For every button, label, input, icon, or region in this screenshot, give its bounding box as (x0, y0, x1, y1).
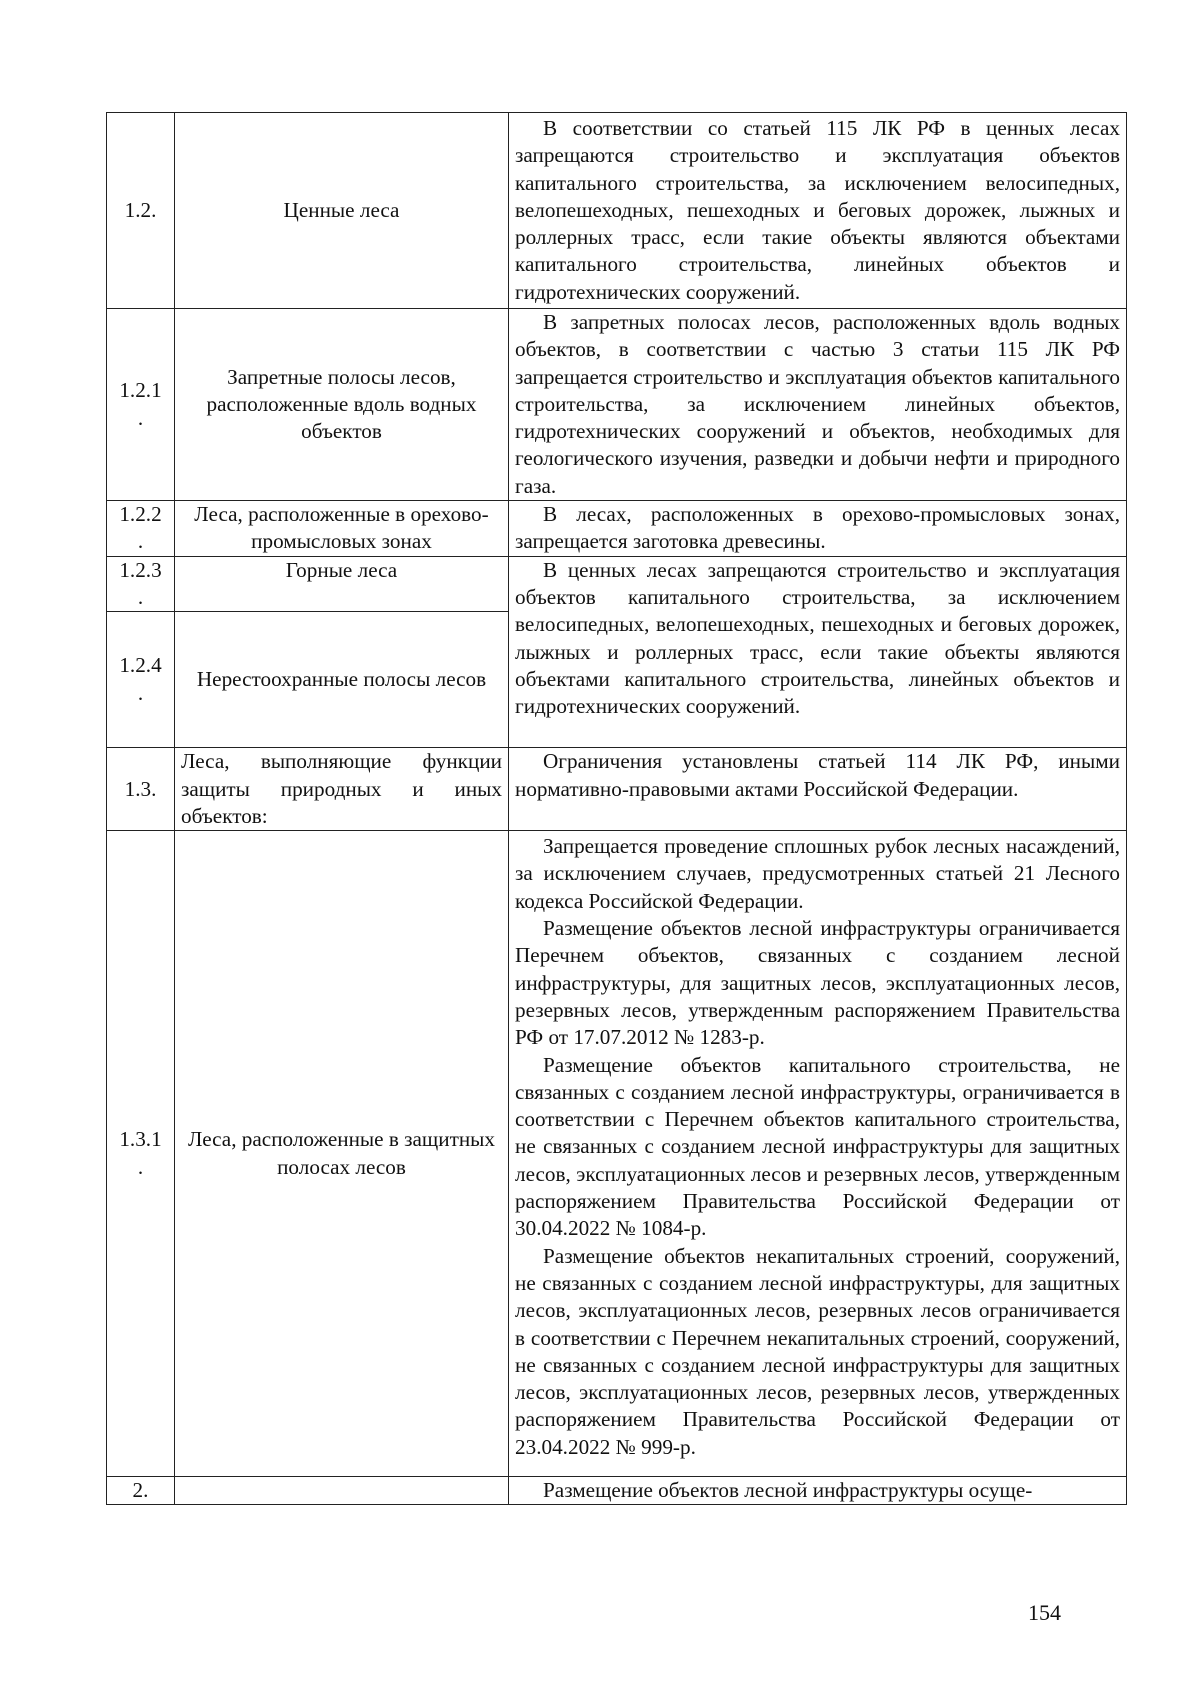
table-row (107, 113, 1127, 309)
row-number: 1.3. (107, 748, 175, 831)
table-row (107, 1477, 1127, 1505)
forest-category: Леса, расположенные в защитных полосах лесов (175, 831, 509, 1477)
restriction-text: Запрещается проведение сплошных рубок лесных насаждений, за исключением случаев, предусмотренных статьей 21 Лесного кодекса Российской Федерации. Размещение объектов лесной инфраструктуры ограничивается Перечнем объектов, связанных с созданием лесной инфраструктуры, для защитных лесов, эксплуатационных лесов, резервных лесов, утвержденным распоряжением Правительства РФ от 17.07.2012 № 1283-р. Размещение объектов капитального строительства, не связанных с созданием лесной инфраструктуры, ограничивается в соответствии с Перечнем объектов капитального строительства, не связанных с созданием лесной инфраструктуры для защитных лесов, эксплуатационных лесов и резервных лесов, утвержденным распоряжением Правительства Российской Федерации от 30.04.2022 № 1084-р. Размещение объектов некапитальных строений, сооружений, не связанных с созданием лесной инфраструктуры, для защитных лесов, эксплуатационных лесов, резервных лесов ограничивается в соответствии с Перечнем некапитальных строений, сооружений, не связанных с созданием лесной инфраструктуры для защитных лесов, эксплуатационных лесов, резервных лесов, утвержденных распоряжением Правительства Российской Федерации от 23.04.2022 № 999-р. (509, 831, 1127, 1477)
table-row (107, 556, 1127, 612)
forest-category: Нерестоохранные полосы лесов (175, 612, 509, 748)
row-number: 1.2.1 . (107, 309, 175, 501)
row-number: 1.3.1 . (107, 831, 175, 1477)
row-number: 1.2.2 . (107, 501, 175, 557)
restriction-text: В ценных лесах запрещаются строительство и эксплуатация объектов капитального строительства, за исключением велосипедных, велопешеходных, пешеходных и беговых дорожек, лыжных и роллерных трасс, если такие объекты являются объектами капитального строительства, линейных объектов и гидротехнических сооружений. (509, 556, 1127, 748)
forest-category: Леса, расположенные в орехово-промысловых зонах (175, 501, 509, 557)
forest-category: Запретные полосы лесов, расположенные вдоль водных объектов (175, 309, 509, 501)
row-number: 1.2. (107, 113, 175, 309)
forest-category: Леса, выполняющие функции защиты природных и иных объектов: (175, 748, 509, 831)
restriction-text: В соответствии со статьей 115 ЛК РФ в ценных лесах запрещаются строительство и эксплуатация объектов капитального строительства, за исключением велосипедных, велопешеходных, пешеходных и беговых дорожек, лыжных и роллерных трасс, если такие объекты являются объектами капитального строительства, линейных объектов и гидротехнических сооружений. (509, 113, 1127, 309)
page-number: 154 (1028, 1600, 1061, 1625)
restriction-text: В лесах, расположенных в орехово-промысловых зонах, запрещается заготовка древесины. (509, 501, 1127, 557)
restriction-text: В запретных полосах лесов, расположенных вдоль водных объектов, в соответствии с частью 3 статьи 115 ЛК РФ запрещается строительство и эксплуатация объектов капитального строительства, за исключением линейных объектов, гидротехнических сооружений и объектов, необходимых для геологического изучения, разведки и добычи нефти и природного газа. (509, 309, 1127, 501)
restriction-text: Ограничения установлены статьей 114 ЛК РФ, иными нормативно-правовыми актами Российской Федерации. (509, 748, 1127, 831)
forest-category: Ценные леса (175, 113, 509, 309)
table-row (107, 831, 1127, 1477)
restriction-text: Размещение объектов лесной инфраструктуры осуще- (509, 1477, 1127, 1505)
table-row (107, 501, 1127, 557)
row-number: 2. (107, 1477, 175, 1505)
row-number: 1.2.3 . (107, 556, 175, 612)
forest-category: Горные леса (175, 556, 509, 612)
row-number: 1.2.4 . (107, 612, 175, 748)
table-row (107, 748, 1127, 831)
restrictions-table (106, 112, 1127, 1505)
table-row (107, 309, 1127, 501)
forest-category (175, 1477, 509, 1505)
